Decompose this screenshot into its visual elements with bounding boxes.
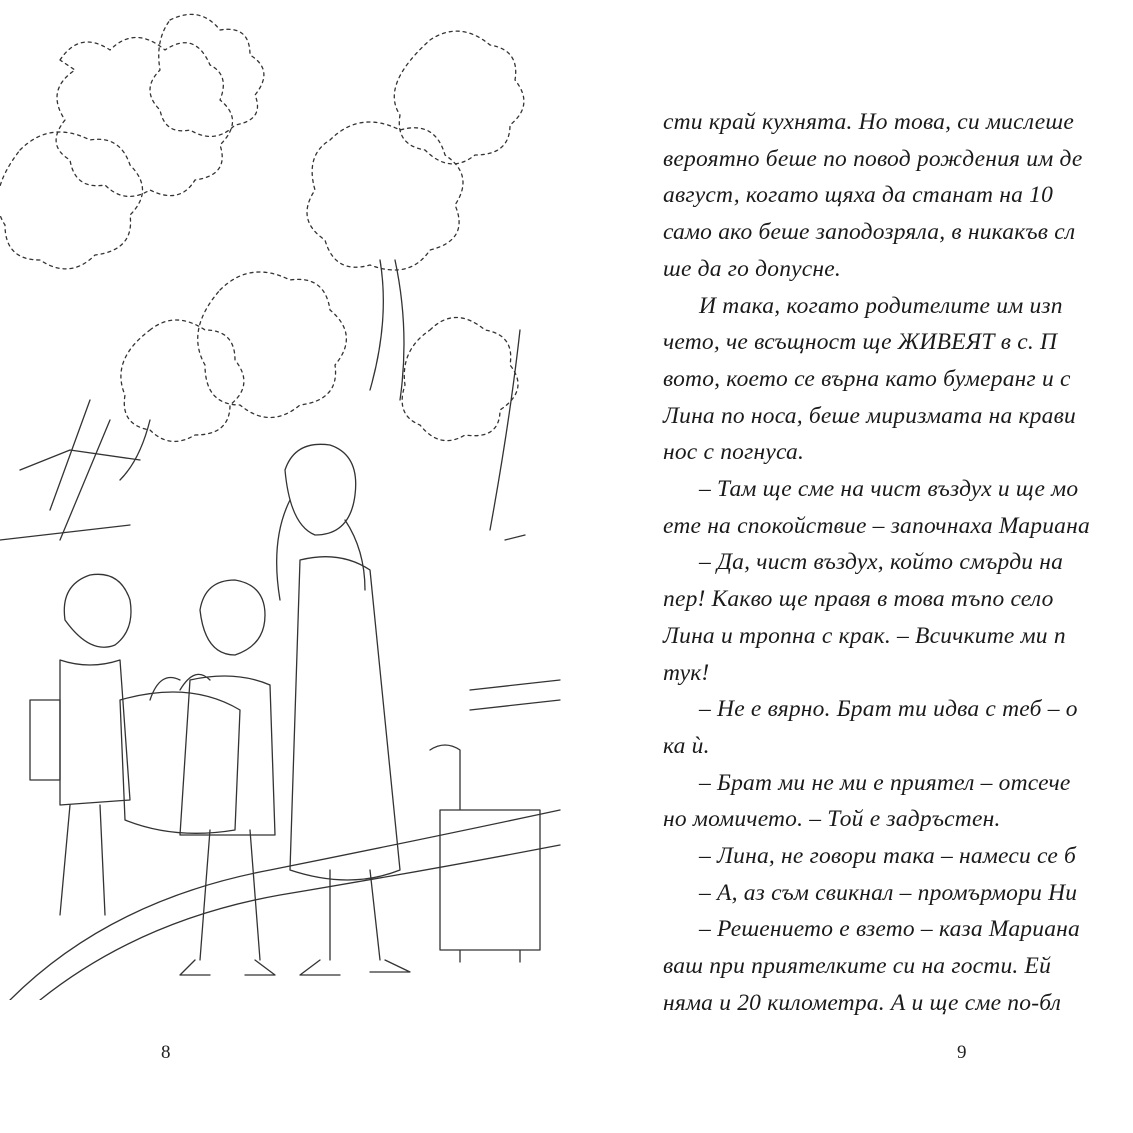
text-line: август, когато щяха да станат на 10: [663, 182, 1054, 209]
page-number-right: 9: [957, 1042, 967, 1063]
text-line: Лина по носа, беше миризмата на крави: [663, 402, 1076, 429]
text-line: И така, когато родителите им изп: [699, 292, 1063, 319]
text-line: – Решението е взето – каза Мариана: [699, 916, 1080, 943]
body-text: [663, 104, 1133, 1022]
text-line: само ако беше заподозряла, в никакъв сл: [663, 219, 1076, 246]
text-line: но момичето. – Той е задръстен.: [663, 806, 1001, 833]
text-line: вероятно беше по повод рождения им де: [663, 145, 1083, 172]
page-number-left: 8: [161, 1042, 171, 1063]
text-line: ше да го допусне.: [663, 255, 841, 282]
text-line: нос с погнуса.: [663, 439, 805, 466]
text-line: – Не е вярно. Брат ти идва с теб – о: [699, 696, 1078, 723]
right-page: [566, 0, 1133, 1133]
text-line: ете на спокойствие – започнаха Мариана: [663, 512, 1090, 539]
text-line: пер! Какво ще правя в това тъпо село: [663, 586, 1054, 613]
text-line: сти край кухнята. Но това, си мислеше: [663, 109, 1074, 135]
text-line: – Там ще сме на чист въздух и ще мо: [699, 476, 1079, 503]
text-line: – Да, чист въздух, който смърди на: [699, 549, 1064, 576]
text-line: Лина и тропна с крак. – Всичките ми п: [663, 622, 1066, 649]
illustration: [0, 0, 566, 1000]
text-line: чето, че всъщност ще ЖИВЕЯТ в с. П: [663, 329, 1058, 356]
text-line: – Лина, не говори така – намеси се б: [699, 843, 1077, 870]
text-line: вото, което се върна като бумеранг и с: [663, 365, 1071, 392]
text-line: – А, аз съм свикнал – промърмори Ни: [699, 879, 1078, 906]
left-page: [0, 0, 566, 1133]
text-line: ка ѝ.: [663, 732, 710, 759]
text-line: – Брат ми не ми е приятел – отсече: [699, 769, 1071, 796]
text-line: няма и 20 километра. А и ще сме по-бл: [663, 989, 1062, 1016]
text-line: ваш при приятелките си на гости. Ей: [663, 953, 1052, 980]
text-line: тук!: [663, 659, 710, 686]
